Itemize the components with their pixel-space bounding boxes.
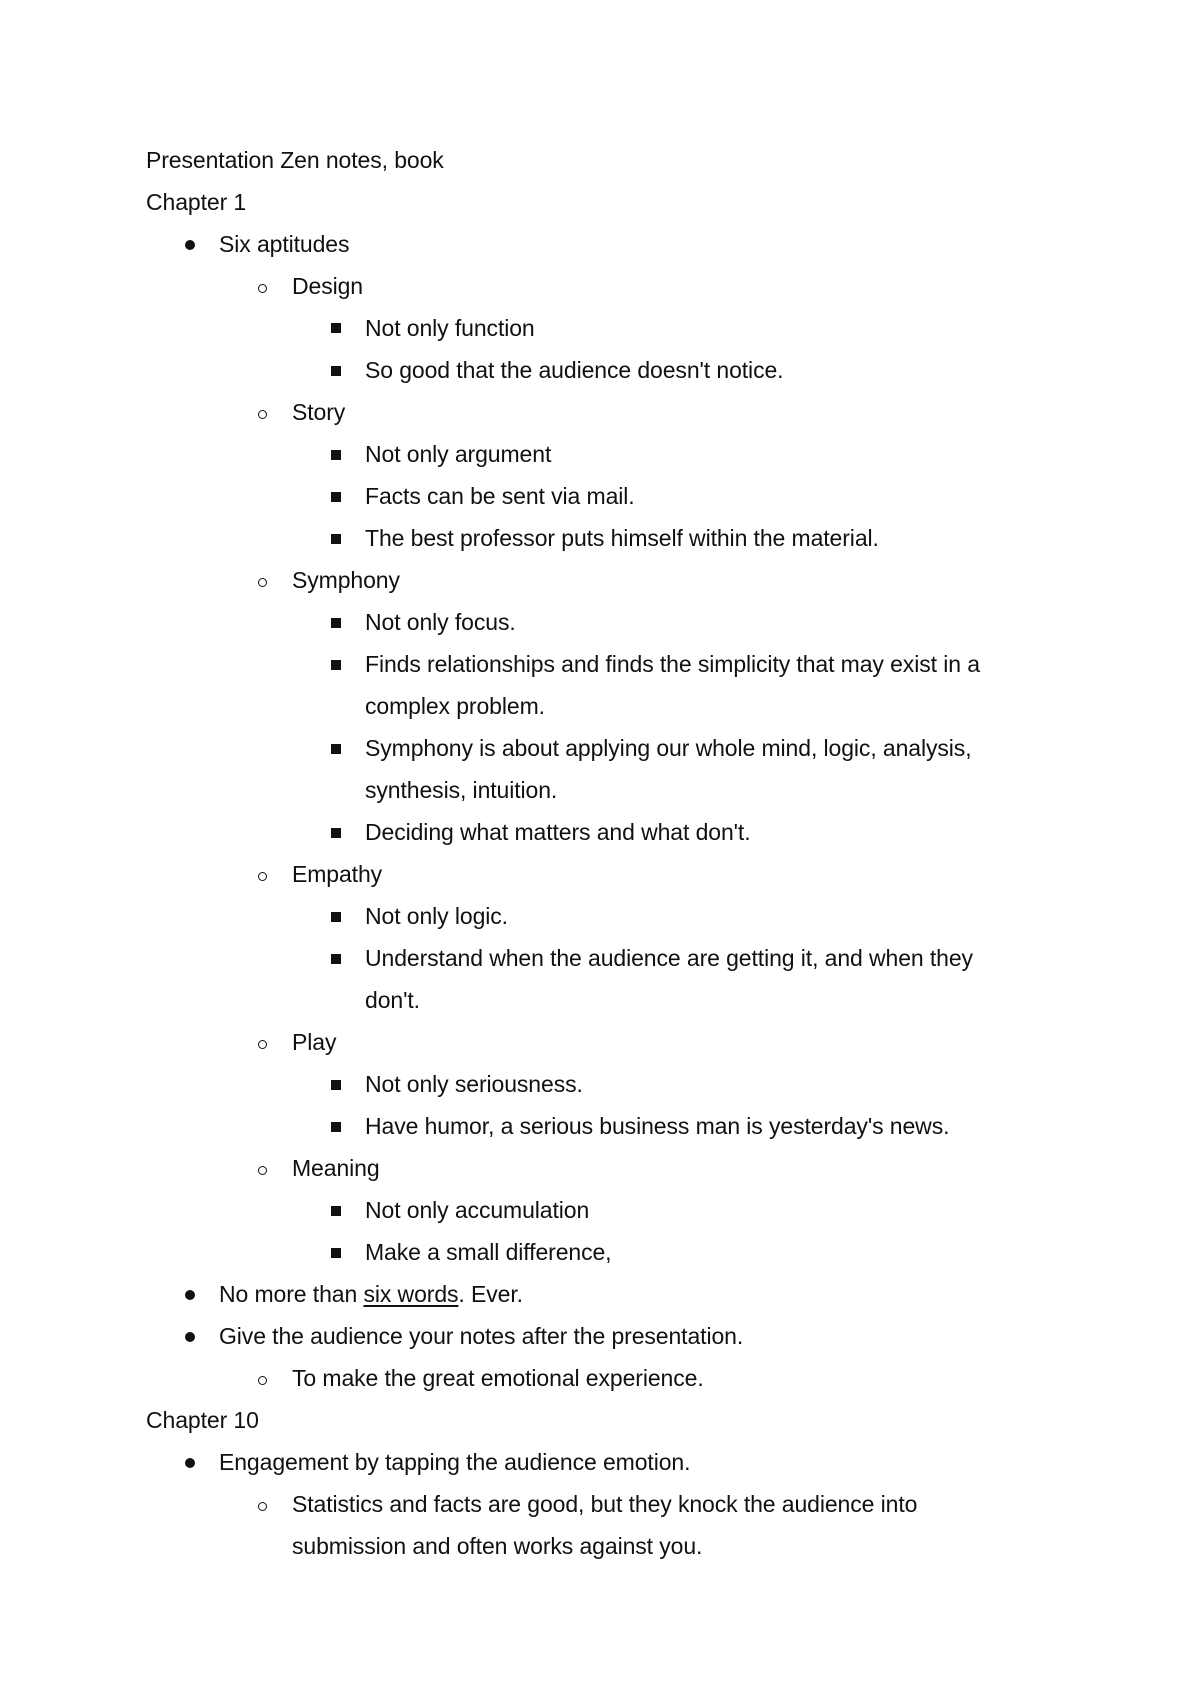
square-bullet-icon: [331, 660, 341, 670]
disc-bullet-icon: [185, 1458, 195, 1468]
document-title: Presentation Zen notes, book: [146, 147, 444, 173]
circle-bullet-icon: [258, 872, 267, 881]
list-item-play: Play: [292, 1029, 337, 1055]
list-item: Not only function: [365, 315, 535, 341]
square-bullet-icon: [331, 828, 341, 838]
list-item-story: Story: [292, 399, 346, 425]
list-item: Not only logic.: [365, 903, 508, 929]
square-bullet-icon: [331, 1206, 341, 1216]
circle-bullet-icon: [258, 1502, 267, 1511]
disc-bullet-icon: [185, 240, 195, 250]
list-item: Have humor, a serious business man is yesterday's news.: [365, 1113, 950, 1139]
list-item: Give the audience your notes after the presentation.: [219, 1323, 744, 1349]
square-bullet-icon: [331, 1080, 341, 1090]
chapter-heading-10: Chapter 10: [146, 1407, 259, 1433]
list-item: Not only argument: [365, 441, 552, 467]
list-item: The best professor puts himself within the material.: [365, 525, 879, 551]
square-bullet-icon: [331, 366, 341, 376]
circle-bullet-icon: [258, 1376, 267, 1385]
list-item: Statistics and facts are good, but they knock the audience into: [292, 1491, 918, 1517]
text-segment: No more than: [219, 1281, 364, 1307]
square-bullet-icon: [331, 954, 341, 964]
list-item-continuation: complex problem.: [365, 693, 545, 719]
list-item-meaning: Meaning: [292, 1155, 380, 1181]
disc-bullet-icon: [185, 1332, 195, 1342]
disc-bullet-icon: [185, 1290, 195, 1300]
list-item: Facts can be sent via mail.: [365, 483, 635, 509]
text-segment: . Ever.: [458, 1281, 523, 1307]
square-bullet-icon: [331, 1122, 341, 1132]
circle-bullet-icon: [258, 284, 267, 293]
list-item-continuation: synthesis, intuition.: [365, 777, 558, 803]
square-bullet-icon: [331, 450, 341, 460]
list-item: So good that the audience doesn't notice.: [365, 357, 784, 383]
list-item-design: Design: [292, 273, 363, 299]
list-item: To make the great emotional experience.: [292, 1365, 704, 1391]
square-bullet-icon: [331, 323, 341, 333]
square-bullet-icon: [331, 912, 341, 922]
list-item-empathy: Empathy: [292, 861, 383, 887]
list-item: Make a small difference,: [365, 1239, 612, 1265]
list-item: Symphony is about applying our whole mind, logic, analysis,: [365, 735, 972, 761]
square-bullet-icon: [331, 1248, 341, 1258]
underlined-phrase: six words: [363, 1281, 459, 1307]
list-item: Not only focus.: [365, 609, 516, 635]
list-item: Engagement by tapping the audience emotion.: [219, 1449, 691, 1475]
list-item: Deciding what matters and what don't.: [365, 819, 751, 845]
list-item-continuation: submission and often works against you.: [292, 1533, 703, 1559]
list-item-six-aptitudes: Six aptitudes: [219, 231, 350, 257]
list-item: Understand when the audience are getting it, and when they: [365, 945, 973, 971]
circle-bullet-icon: [258, 1166, 267, 1175]
square-bullet-icon: [331, 492, 341, 502]
circle-bullet-icon: [258, 1040, 267, 1049]
list-item-continuation: don't.: [365, 987, 420, 1013]
list-item: Not only seriousness.: [365, 1071, 583, 1097]
list-item: Finds relationships and finds the simplicity that may exist in a: [365, 651, 980, 677]
square-bullet-icon: [331, 618, 341, 628]
circle-bullet-icon: [258, 578, 267, 587]
list-item: Not only accumulation: [365, 1197, 590, 1223]
list-item-symphony: Symphony: [292, 567, 400, 593]
square-bullet-icon: [331, 744, 341, 754]
list-item-six-words: [219, 1280, 523, 1308]
circle-bullet-icon: [258, 410, 267, 419]
square-bullet-icon: [331, 534, 341, 544]
chapter-heading-1: Chapter 1: [146, 189, 247, 215]
